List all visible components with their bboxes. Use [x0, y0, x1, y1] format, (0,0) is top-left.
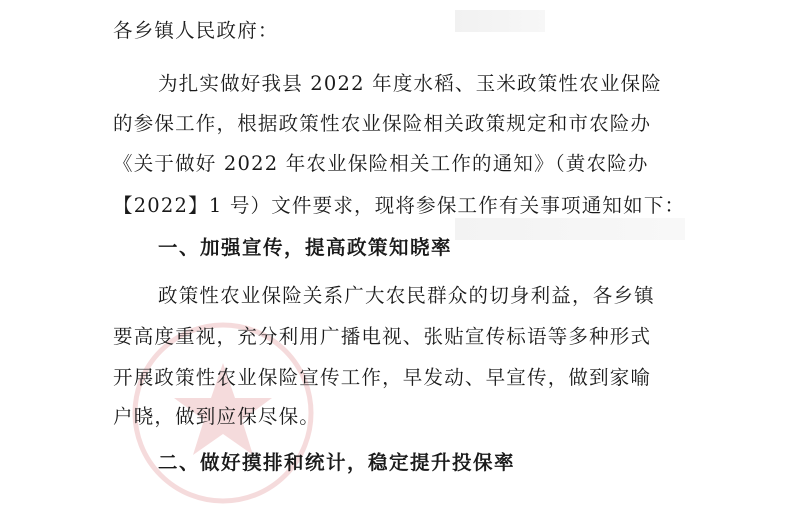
paragraph-1-line-2: 的参保工作，根据政策性农业保险相关政策规定和市农险办 — [113, 112, 652, 135]
section-heading-2: 二、做好摸排和统计，稳定提升投保率 — [158, 451, 516, 474]
paragraph-2-line-4: 户晓，做到应保尽保。 — [113, 405, 321, 428]
paragraph-1-line-4: 【2022】1 号）文件要求，现将参保工作有关事项通知如下： — [113, 194, 686, 217]
bleed-through-shade — [455, 218, 685, 240]
paragraph-1-line-1: 为扎实做好我县 2022 年度水稻、玉米政策性农业保险 — [158, 72, 662, 95]
paragraph-1-line-3: 《关于做好 2022 年农业保险相关工作的通知》（黄农险办 — [113, 152, 649, 175]
paragraph-2-line-1: 政策性农业保险关系广大农民群众的切身利益，各乡镇 — [158, 284, 655, 307]
addressee: 各乡镇人民政府： — [113, 19, 279, 42]
bleed-through-shade — [455, 10, 545, 32]
paragraph-2-line-3: 开展政策性农业保险宣传工作，早发动、早宣传，做到家喻 — [113, 366, 652, 389]
paragraph-2-line-2: 要高度重视，充分利用广播电视、张贴宣传标语等多种形式 — [113, 325, 652, 348]
section-heading-1: 一、加强宣传，提高政策知晓率 — [158, 236, 453, 259]
